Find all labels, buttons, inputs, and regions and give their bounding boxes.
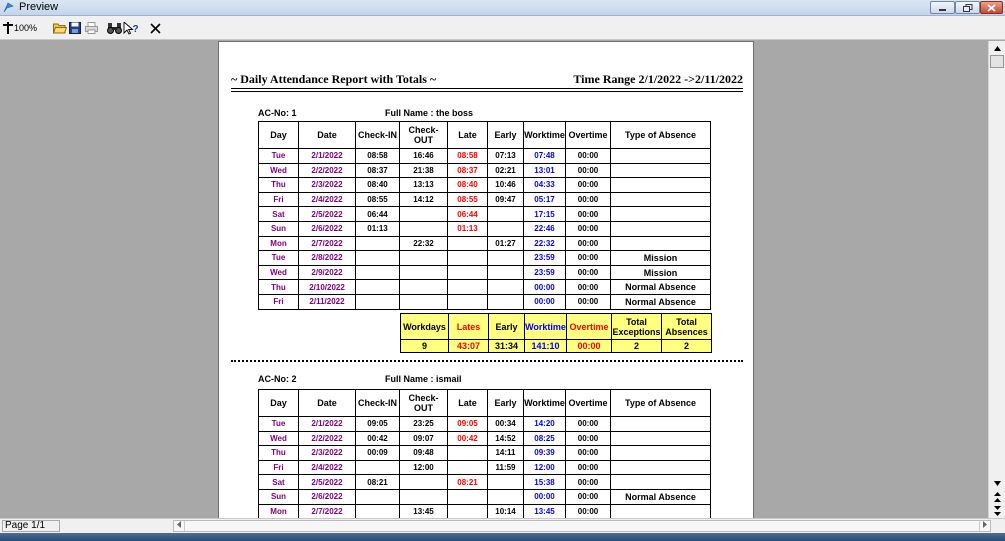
find-icon [107,22,122,34]
cell-day: Wed [259,163,299,178]
title-bar [0,0,1005,16]
cell-early: 14:52 [488,431,524,446]
cell-worktime: 15:38 [524,475,566,490]
cell-late: 00:42 [448,431,488,446]
totals-header-total-exceptions: Total Exceptions [612,314,662,340]
scroll-down-button[interactable] [989,476,1005,490]
cell-check-in [356,251,400,266]
cell-worktime: 14:20 [524,417,566,432]
cell-check-in: 08:40 [356,178,400,193]
cell-date: 2/5/2022 [299,207,356,222]
cell-absence-type [611,192,711,207]
cell-check-out [400,265,448,280]
open-button[interactable] [52,19,68,37]
cell-early [488,221,524,236]
report-page [218,41,754,518]
cell-late: 08:58 [448,149,488,164]
cell-date: 2/6/2022 [299,221,356,236]
cell-worktime: 07:48 [524,149,566,164]
scroll-left-icon [177,521,181,528]
totals-header-early: Early [489,314,525,340]
table-row [259,294,711,309]
cell-date: 2/1/2022 [299,417,356,432]
column-header-worktime: Worktime [524,122,566,149]
cell-day: Wed [259,431,299,446]
column-header-check-out: Check-OUT [400,390,448,417]
window-close-button[interactable] [980,1,1003,14]
cell-day: Thu [259,178,299,193]
table-row [259,149,711,164]
cell-overtime: 00:00 [566,221,611,236]
cell-check-out [400,475,448,490]
cell-check-out: 09:07 [400,431,448,446]
close-preview-button[interactable] [148,19,162,37]
cell-absence-type: Mission [611,265,711,280]
cell-early [488,280,524,295]
zoom-icon [3,22,13,34]
column-header-absence-type: Type of Absence [611,122,711,149]
scroll-up-button[interactable] [989,41,1005,55]
cell-worktime: 00:00 [524,489,566,504]
cell-late [448,460,488,475]
cell-early [488,207,524,222]
cell-date: 2/10/2022 [299,280,356,295]
cell-overtime: 00:00 [566,280,611,295]
cell-worktime: 09:39 [524,446,566,461]
cell-day: Fri [259,460,299,475]
totals-header-lates: Lates [449,314,489,340]
column-header-early: Early [488,390,524,417]
cell-early: 10:46 [488,178,524,193]
cell-early [488,475,524,490]
cell-check-out [400,294,448,309]
table-row [259,489,711,504]
column-header-date: Date [299,390,356,417]
column-header-late: Late [448,390,488,417]
scroll-down-icon [994,481,1001,486]
section-divider [231,360,743,362]
cell-check-in: 06:44 [356,207,400,222]
cell-late: 01:13 [448,221,488,236]
cell-late: 09:05 [448,417,488,432]
cell-late: 08:55 [448,192,488,207]
table-header-row [259,122,711,149]
table-row [259,417,711,432]
cell-overtime: 00:00 [566,178,611,193]
table-row [259,236,711,251]
cell-worktime: 04:33 [524,178,566,193]
ac-no: AC-No: 2 [258,374,297,384]
restore-icon [963,4,973,12]
cell-check-in: 08:37 [356,163,400,178]
table-header-row [259,390,711,417]
cell-date: 2/3/2022 [299,446,356,461]
page-indicator: Page 1/1 [2,520,60,532]
cell-worktime: 23:59 [524,251,566,266]
totals-value-early: 31:34 [489,340,525,353]
cell-date: 2/3/2022 [299,178,356,193]
table-row [259,431,711,446]
cell-day: Thu [259,280,299,295]
table-row [259,475,711,490]
table-row [259,163,711,178]
cell-late [448,446,488,461]
zoom-button[interactable] [3,19,37,37]
help-button[interactable] [123,19,139,37]
cell-late [448,280,488,295]
cell-overtime: 00:00 [566,417,611,432]
preview-area [0,41,988,518]
taskbar [0,533,1005,541]
cell-absence-type [611,221,711,236]
cell-date: 2/9/2022 [299,265,356,280]
cell-absence-type: Mission [611,251,711,266]
table-row [259,460,711,475]
cell-absence-type [611,178,711,193]
header-rule [231,88,743,89]
cell-check-out: 13:13 [400,178,448,193]
cell-absence-type [611,149,711,164]
cell-check-out [400,207,448,222]
column-header-early: Early [488,122,524,149]
totals-header-workdays: Workdays [401,314,449,340]
page-down-icon [994,506,1001,516]
cell-early [488,251,524,266]
totals-values-row [401,340,712,353]
cell-day: Sun [259,489,299,504]
cell-day: Wed [259,265,299,280]
cell-overtime: 00:00 [566,236,611,251]
cell-late [448,236,488,251]
page-up-icon [994,492,1001,502]
cell-worktime: 00:00 [524,294,566,309]
cell-day: Tue [259,417,299,432]
attendance-table [258,121,711,310]
table-row [259,207,711,222]
cell-overtime: 00:00 [566,294,611,309]
cell-day: Tue [259,149,299,164]
cell-late: 08:21 [448,475,488,490]
column-header-overtime: Overtime [566,390,611,417]
column-header-check-in: Check-IN [356,122,400,149]
cell-worktime: 13:45 [524,504,566,518]
cell-check-out: 23:25 [400,417,448,432]
cell-overtime: 00:00 [566,207,611,222]
window-title: Preview [19,1,59,13]
column-header-date: Date [299,122,356,149]
cell-worktime: 00:00 [524,280,566,295]
cell-worktime: 13:01 [524,163,566,178]
cell-check-in [356,504,400,518]
cell-check-in [356,489,400,504]
column-header-check-out: Check-OUT [400,122,448,149]
column-header-absence-type: Type of Absence [611,390,711,417]
cell-check-in [356,236,400,251]
table-row [259,178,711,193]
cell-absence-type [611,431,711,446]
cell-check-in: 01:13 [356,221,400,236]
cell-day: Mon [259,236,299,251]
totals-value-lates: 43:07 [449,340,489,353]
cell-worktime: 05:17 [524,192,566,207]
column-header-day: Day [259,390,299,417]
column-header-overtime: Overtime [566,122,611,149]
cell-late [448,265,488,280]
cell-overtime: 00:00 [566,192,611,207]
cell-check-in: 00:42 [356,431,400,446]
table-row [259,192,711,207]
totals-header-worktime: Worktime [525,314,567,340]
svg-text:?: ? [132,23,139,35]
cell-day: Thu [259,446,299,461]
minimize-button[interactable] [930,1,955,14]
ac-no: AC-No: 1 [258,108,297,118]
cell-date: 2/4/2022 [299,460,356,475]
full-name: Full Name : the boss [385,108,474,118]
scroll-thumb[interactable] [990,55,1004,68]
totals-header-row [401,314,712,340]
close-icon [150,23,161,34]
scroll-left-button[interactable] [174,521,185,531]
cell-check-out [400,489,448,504]
cell-overtime: 00:00 [566,163,611,178]
cell-check-out: 21:38 [400,163,448,178]
cell-late: 08:40 [448,178,488,193]
cell-day: Sat [259,207,299,222]
cell-overtime: 00:00 [566,475,611,490]
scroll-up-icon [994,46,1001,51]
cell-absence-type [611,504,711,518]
cell-early [488,489,524,504]
cell-day: Sat [259,475,299,490]
cell-date: 2/8/2022 [299,251,356,266]
cell-check-out: 22:32 [400,236,448,251]
close-x-icon [987,4,996,12]
cell-date: 2/11/2022 [299,294,356,309]
cell-date: 2/2/2022 [299,163,356,178]
page-up-button[interactable] [989,490,1005,504]
totals-header-total-absences: Total Absences [662,314,712,340]
cell-overtime: 00:00 [566,265,611,280]
cell-late [448,294,488,309]
cell-worktime: 22:46 [524,221,566,236]
cell-date: 2/7/2022 [299,236,356,251]
column-header-check-in: Check-IN [356,390,400,417]
table-row [259,446,711,461]
header-rule [231,91,743,92]
cell-early: 02:21 [488,163,524,178]
cell-late: 06:44 [448,207,488,222]
cell-check-out: 16:46 [400,149,448,164]
cell-early: 00:34 [488,417,524,432]
help-icon [123,22,139,35]
cell-overtime: 00:00 [566,460,611,475]
attendance-table [258,389,711,518]
cell-check-in: 00:09 [356,446,400,461]
table-row [259,221,711,236]
table-row [259,280,711,295]
cell-date: 2/5/2022 [299,475,356,490]
cell-check-in: 09:05 [356,417,400,432]
cell-overtime: 00:00 [566,504,611,518]
cell-late [448,504,488,518]
cell-check-out [400,221,448,236]
table-row [259,265,711,280]
cell-worktime: 23:59 [524,265,566,280]
cell-date: 2/7/2022 [299,504,356,518]
cell-absence-type: Normal Absence [611,294,711,309]
cell-overtime: 00:00 [566,446,611,461]
cell-check-in [356,265,400,280]
scroll-right-button[interactable] [979,521,990,531]
cell-check-out: 13:45 [400,504,448,518]
cell-check-in [356,294,400,309]
horizontal-scrollbar[interactable] [173,520,991,532]
cell-date: 2/6/2022 [299,489,356,504]
cell-day: Fri [259,294,299,309]
cell-check-in: 08:21 [356,475,400,490]
print-button[interactable] [84,19,98,37]
time-range: Time Range 2/1/2022 ->2/11/2022 [573,72,743,86]
cell-absence-type [611,163,711,178]
cell-check-in: 08:55 [356,192,400,207]
totals-header-overtime: Overtime [567,314,612,340]
save-button[interactable] [68,19,82,37]
cell-check-out: 09:48 [400,446,448,461]
cell-early: 11:59 [488,460,524,475]
column-header-late: Late [448,122,488,149]
cell-absence-type [611,475,711,490]
cell-overtime: 00:00 [566,251,611,266]
cell-absence-type: Normal Absence [611,280,711,295]
cell-day: Sun [259,221,299,236]
cell-early: 09:47 [488,192,524,207]
full-name: Full Name : ismail [385,374,462,384]
cell-worktime: 08:25 [524,431,566,446]
cell-absence-type [611,417,711,432]
cell-worktime: 17:15 [524,207,566,222]
column-header-day: Day [259,122,299,149]
cell-early [488,294,524,309]
cell-early: 14:11 [488,446,524,461]
cell-check-out [400,251,448,266]
find-button[interactable] [106,19,122,37]
cell-overtime: 00:00 [566,149,611,164]
vertical-scrollbar[interactable] [988,41,1005,518]
cell-late: 08:37 [448,163,488,178]
restore-button[interactable] [955,1,980,14]
cell-check-out: 14:12 [400,192,448,207]
report-title: ~ Daily Attendance Report with Totals ~ [231,72,437,86]
open-folder-icon [53,22,67,34]
totals-value-total-absences: 2 [662,340,712,353]
cell-late [448,489,488,504]
cell-absence-type: Normal Absence [611,489,711,504]
cell-early: 07:13 [488,149,524,164]
status-bar [0,518,1005,533]
cell-overtime: 00:00 [566,489,611,504]
print-icon [85,22,98,34]
minimize-icon [938,5,947,11]
totals-value-total-exceptions: 2 [612,340,662,353]
totals-value-workdays: 9 [401,340,449,353]
totals-value-overtime: 00:00 [567,340,612,353]
cell-date: 2/4/2022 [299,192,356,207]
cell-check-in [356,460,400,475]
save-icon [69,22,81,34]
page-down-button[interactable] [989,504,1005,518]
cell-date: 2/1/2022 [299,149,356,164]
cell-worktime: 12:00 [524,460,566,475]
cell-absence-type [611,460,711,475]
cell-early: 01:27 [488,236,524,251]
toolbar [0,16,1005,40]
cell-absence-type [611,236,711,251]
scroll-right-icon [983,521,987,528]
cell-day: Fri [259,192,299,207]
table-row [259,504,711,518]
totals-value-worktime: 141:10 [525,340,567,353]
table-row [259,251,711,266]
zoom-level: 100% [13,23,37,33]
column-header-worktime: Worktime [524,390,566,417]
cell-late [448,251,488,266]
cell-check-in: 08:58 [356,149,400,164]
cell-date: 2/2/2022 [299,431,356,446]
cell-absence-type [611,446,711,461]
cell-absence-type [611,207,711,222]
cell-early: 10:14 [488,504,524,518]
totals-table [400,313,712,353]
cell-day: Tue [259,251,299,266]
cell-check-out [400,280,448,295]
cell-day: Mon [259,504,299,518]
cell-early [488,265,524,280]
cell-check-in [356,280,400,295]
cell-overtime: 00:00 [566,431,611,446]
cell-worktime: 22:32 [524,236,566,251]
app-icon [3,2,14,13]
cell-check-out: 12:00 [400,460,448,475]
